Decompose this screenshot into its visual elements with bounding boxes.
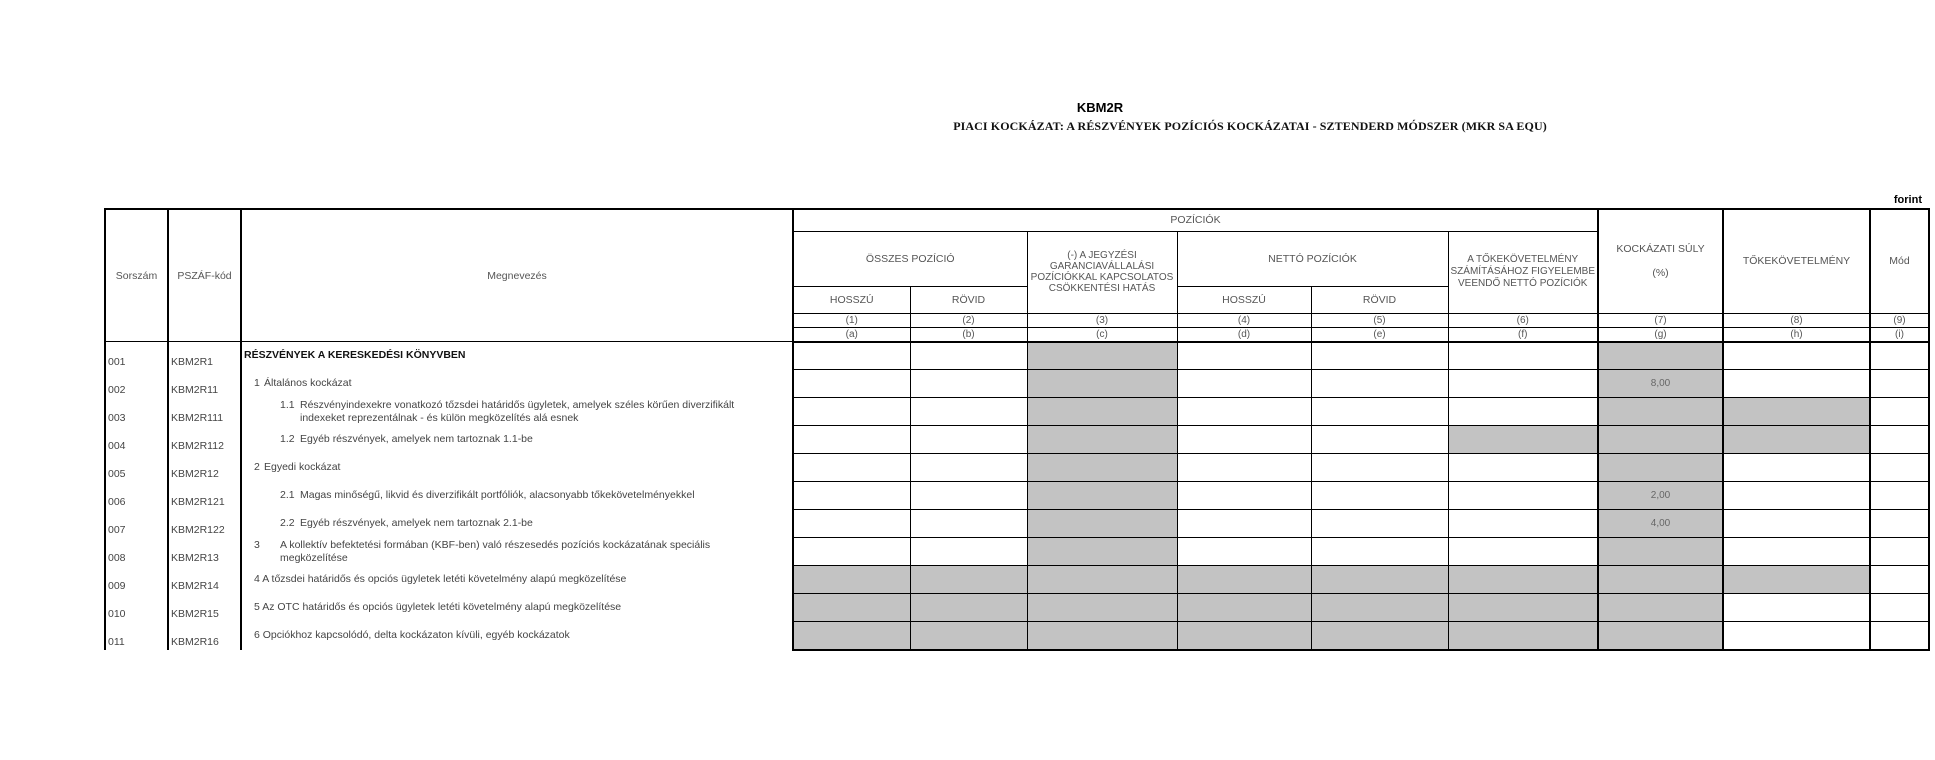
header-tokekovetelmeny-szamitas: A TŐKEKÖVETELMÉNY SZÁMÍTÁSÁHOZ FIGYELEMBE VEENDŐ NETTÓ POZÍCIÓK [1448,231,1598,313]
cell-mod[interactable] [1870,538,1929,566]
col-number: (8) [1723,313,1870,327]
row-number: 002 [105,370,168,398]
col-number: (4) [1177,313,1311,327]
row-code: KBM2R16 [168,622,241,650]
header-tokekovetelmeny: TŐKEKÖVETELMÉNY [1723,209,1870,313]
cell-mod[interactable] [1870,482,1929,510]
cell-mod[interactable] [1870,622,1929,650]
cell-jegyzesi [1027,594,1177,622]
cell-kockazati-suly [1598,622,1723,650]
row-label [241,594,793,622]
cell-osszes-rovid[interactable] [910,370,1027,398]
row-number: 008 [105,538,168,566]
cell-netto-figyelembe[interactable] [1448,454,1598,482]
cell-netto-figyelembe [1448,594,1598,622]
header-mod: Mód [1870,209,1929,313]
cell-netto-hosszu[interactable] [1177,426,1311,454]
cell-tokekovetelmeny [1723,426,1870,454]
cell-netto-hosszu[interactable] [1177,538,1311,566]
row-label-number: 1.2 [280,433,295,445]
cell-mod[interactable] [1870,426,1929,454]
row-label-number: 1 [254,377,260,389]
cell-jegyzesi [1027,426,1177,454]
cell-jegyzesi [1027,482,1177,510]
row-code: KBM2R122 [168,510,241,538]
cell-netto-hosszu[interactable] [1177,342,1311,370]
cell-netto-hosszu[interactable] [1177,370,1311,398]
cell-tokekovetelmeny [1723,398,1870,426]
col-letter: (f) [1448,327,1598,342]
table-row [105,594,1929,622]
row-label [241,622,793,650]
table-row [105,510,1929,538]
cell-netto-rovid[interactable] [1311,342,1448,370]
row-number: 007 [105,510,168,538]
cell-jegyzesi [1027,398,1177,426]
row-code: KBM2R11 [168,370,241,398]
cell-netto-figyelembe [1448,426,1598,454]
col-number: (5) [1311,313,1448,327]
cell-netto-figyelembe [1448,622,1598,650]
header-osszes-pozicio: ÖSSZES POZÍCIÓ [793,231,1027,286]
cell-mod[interactable] [1870,510,1929,538]
cell-mod[interactable] [1870,566,1929,594]
table-row [105,622,1929,650]
table-row [105,566,1929,594]
cell-osszes-rovid[interactable] [910,510,1027,538]
table-row [105,454,1929,482]
row-label-text: Általános kockázat [264,377,352,389]
cell-jegyzesi [1027,342,1177,370]
row-code: KBM2R14 [168,566,241,594]
row-label [241,398,793,426]
kockazati-suly-label: KOCKÁZATI SÚLY [1616,243,1705,256]
header-netto-hosszu: HOSSZÚ [1177,286,1311,313]
cell-jegyzesi [1027,454,1177,482]
cell-netto-figyelembe [1448,566,1598,594]
cell-tokekovetelmeny[interactable] [1723,454,1870,482]
kockazati-suly-unit: (%) [1652,267,1669,280]
cell-tokekovetelmeny[interactable] [1723,510,1870,538]
cell-netto-hosszu [1177,566,1311,594]
header-osszes-rovid: RÖVID [910,286,1027,313]
col-letter: (g) [1598,327,1723,342]
row-label: RÉSZVÉNYEK A KERESKEDÉSI KÖNYVBEN [241,342,793,370]
col-letter: (e) [1311,327,1448,342]
cell-jegyzesi [1027,538,1177,566]
row-label-continuation: megközelítése [280,551,348,564]
col-number: (7) [1598,313,1723,327]
cell-jegyzesi [1027,370,1177,398]
cell-netto-rovid[interactable] [1311,398,1448,426]
row-number: 010 [105,594,168,622]
form-subtitle: PIACI KOCKÁZAT: A RÉSZVÉNYEK POZÍCIÓS KOCKÁZATAI - SZTENDERD MÓDSZER (MKR SA EQU) [953,119,1547,133]
cell-netto-rovid [1311,566,1448,594]
cell-netto-figyelembe[interactable] [1448,482,1598,510]
cell-mod[interactable] [1870,594,1929,622]
row-number: 005 [105,454,168,482]
row-number: 009 [105,566,168,594]
cell-tokekovetelmeny[interactable] [1723,482,1870,510]
cell-netto-rovid[interactable] [1311,454,1448,482]
cell-tokekovetelmeny[interactable] [1723,342,1870,370]
cell-netto-rovid[interactable] [1311,538,1448,566]
row-code: KBM2R121 [168,482,241,510]
cell-osszes-hosszu[interactable] [793,342,910,370]
cell-mod[interactable] [1870,398,1929,426]
row-label-number: 2 [254,461,260,473]
row-label [241,510,793,538]
cell-mod[interactable] [1870,342,1929,370]
cell-osszes-rovid[interactable] [910,398,1027,426]
currency-unit: forint [1893,194,1922,206]
cell-kockazati-suly [1598,454,1723,482]
col-letter: (d) [1177,327,1311,342]
cell-mod[interactable] [1870,454,1929,482]
table-row [105,538,1929,566]
cell-kockazati-suly: 4,00 [1598,510,1723,538]
row-code: KBM2R1 [168,342,241,370]
cell-tokekovetelmeny[interactable] [1723,370,1870,398]
cell-kockazati-suly [1598,342,1723,370]
cell-kockazati-suly [1598,566,1723,594]
row-code: KBM2R15 [168,594,241,622]
cell-osszes-hosszu[interactable] [793,482,910,510]
cell-tokekovetelmeny [1723,566,1870,594]
row-code: KBM2R13 [168,538,241,566]
cell-osszes-rovid[interactable] [910,342,1027,370]
cell-jegyzesi [1027,510,1177,538]
col-number: (1) [793,313,910,327]
cell-netto-rovid[interactable] [1311,370,1448,398]
row-number: 004 [105,426,168,454]
cell-osszes-hosszu[interactable] [793,454,910,482]
cell-osszes-hosszu [793,566,910,594]
cell-netto-hosszu [1177,622,1311,650]
cell-osszes-rovid [910,594,1027,622]
cell-netto-hosszu[interactable] [1177,398,1311,426]
row-label [241,482,793,510]
cell-kockazati-suly: 8,00 [1598,370,1723,398]
header-jegyzesi-csokkentes: (-) A JEGYZÉSI GARANCIAVÁLLALÁSI POZÍCIÓKKAL KAPCSOLATOS CSÖKKENTÉSI HATÁS [1027,231,1177,313]
cell-osszes-rovid [910,566,1027,594]
cell-osszes-hosszu [793,622,910,650]
cell-osszes-hosszu[interactable] [793,398,910,426]
col-letter: (c) [1027,327,1177,342]
cell-netto-hosszu[interactable] [1177,454,1311,482]
row-label-text: Egyéb részvények, amelyek nem tartoznak 1.1-be [300,433,533,445]
header-osszes-hosszu: HOSSZÚ [793,286,910,313]
row-number: 001 [105,342,168,370]
header-megnevezes: Megnevezés [241,209,793,342]
row-code: KBM2R112 [168,426,241,454]
cell-jegyzesi [1027,622,1177,650]
col-number: (2) [910,313,1027,327]
row-label-text: Az OTC határidős és opciós ügyletek letéti követelmény alapú megközelítése [262,601,622,613]
row-label [241,538,793,566]
row-label-text: Részvényindexekre vonatkozó tőzsdei határidős ügyletek, amelyek széles körűen diverzifikált [300,398,735,411]
row-label [241,454,793,482]
col-number: (6) [1448,313,1598,327]
cell-osszes-rovid[interactable] [910,426,1027,454]
header-poziciok: POZÍCIÓK [793,209,1598,231]
cell-tokekovetelmeny[interactable] [1723,594,1870,622]
row-label-number: 3 [254,538,260,551]
col-letter: (h) [1723,327,1870,342]
row-label [241,426,793,454]
row-label-text: Egyedi kockázat [264,461,341,473]
cell-netto-rovid[interactable] [1311,482,1448,510]
row-label-text: Egyéb részvények, amelyek nem tartoznak 2.1-be [300,517,533,529]
cell-mod[interactable] [1870,370,1929,398]
row-label-number: 2.1 [280,489,295,501]
cell-tokekovetelmeny[interactable] [1723,538,1870,566]
row-label-number: 1.1 [280,398,295,411]
table-row [105,482,1929,510]
col-letter: (b) [910,327,1027,342]
cell-osszes-rovid [910,622,1027,650]
col-number: (3) [1027,313,1177,327]
row-code: KBM2R111 [168,398,241,426]
cell-netto-hosszu[interactable] [1177,482,1311,510]
cell-osszes-hosszu[interactable] [793,370,910,398]
header-netto-rovid: RÖVID [1311,286,1448,313]
row-label-number: 2.2 [280,517,295,529]
report-table [104,208,1930,651]
cell-osszes-rovid[interactable] [910,482,1027,510]
cell-kockazati-suly [1598,398,1723,426]
cell-osszes-rovid[interactable] [910,538,1027,566]
table-row [105,426,1929,454]
table-row [105,342,1929,370]
cell-netto-figyelembe[interactable] [1448,370,1598,398]
row-number: 006 [105,482,168,510]
col-letter: (i) [1870,327,1929,342]
row-label-text: A kollektív befektetési formában (KBF-ben) való részesedés pozíciós kockázatának speciális [280,538,711,551]
cell-netto-rovid [1311,594,1448,622]
row-code: KBM2R12 [168,454,241,482]
row-label-number: 6 [254,629,260,641]
cell-osszes-hosszu[interactable] [793,426,910,454]
row-label [241,370,793,398]
cell-kockazati-suly [1598,538,1723,566]
header-netto-poziciok: NETTÓ POZÍCIÓK [1177,231,1448,286]
cell-osszes-hosszu[interactable] [793,510,910,538]
cell-osszes-rovid[interactable] [910,454,1027,482]
row-number: 003 [105,398,168,426]
form-code-title: KBM2R [1076,100,1124,115]
cell-netto-rovid[interactable] [1311,510,1448,538]
cell-kockazati-suly [1598,594,1723,622]
row-label-text: A tőzsdei határidős és opciós ügyletek letéti követelmény alapú megközelítése [262,573,627,585]
cell-netto-hosszu [1177,594,1311,622]
cell-netto-figyelembe[interactable] [1448,538,1598,566]
cell-tokekovetelmeny[interactable] [1723,622,1870,650]
row-label-text: Magas minőségű, likvid és diverzifikált portfóliók, alacsonyabb tőkekövetelményekkel [300,489,695,501]
cell-netto-figyelembe[interactable] [1448,398,1598,426]
col-letter: (a) [793,327,910,342]
cell-netto-figyelembe[interactable] [1448,510,1598,538]
table-row [105,370,1929,398]
header-sorszam: Sorszám [105,209,168,342]
cell-jegyzesi [1027,566,1177,594]
header-pszaf-kod: PSZÁF-kód [168,209,241,342]
row-label [241,566,793,594]
cell-netto-figyelembe[interactable] [1448,342,1598,370]
cell-netto-rovid [1311,622,1448,650]
col-number: (9) [1870,313,1929,327]
row-label-continuation: indexeket reprezentálnak - és külön megközelítés alá esnek [300,411,579,424]
cell-netto-hosszu[interactable] [1177,510,1311,538]
cell-kockazati-suly: 2,00 [1598,482,1723,510]
row-label-number: 4 [254,573,260,585]
cell-osszes-hosszu [793,594,910,622]
table-row [105,398,1929,426]
cell-netto-rovid[interactable] [1311,426,1448,454]
row-label-number: 5 [254,601,260,613]
header-kockazati-suly [1598,209,1723,313]
row-number: 011 [105,622,168,650]
cell-kockazati-suly [1598,426,1723,454]
cell-osszes-hosszu[interactable] [793,538,910,566]
row-label-text: Opciókhoz kapcsolódó, delta kockázaton kívüli, egyéb kockázatok [262,629,570,641]
